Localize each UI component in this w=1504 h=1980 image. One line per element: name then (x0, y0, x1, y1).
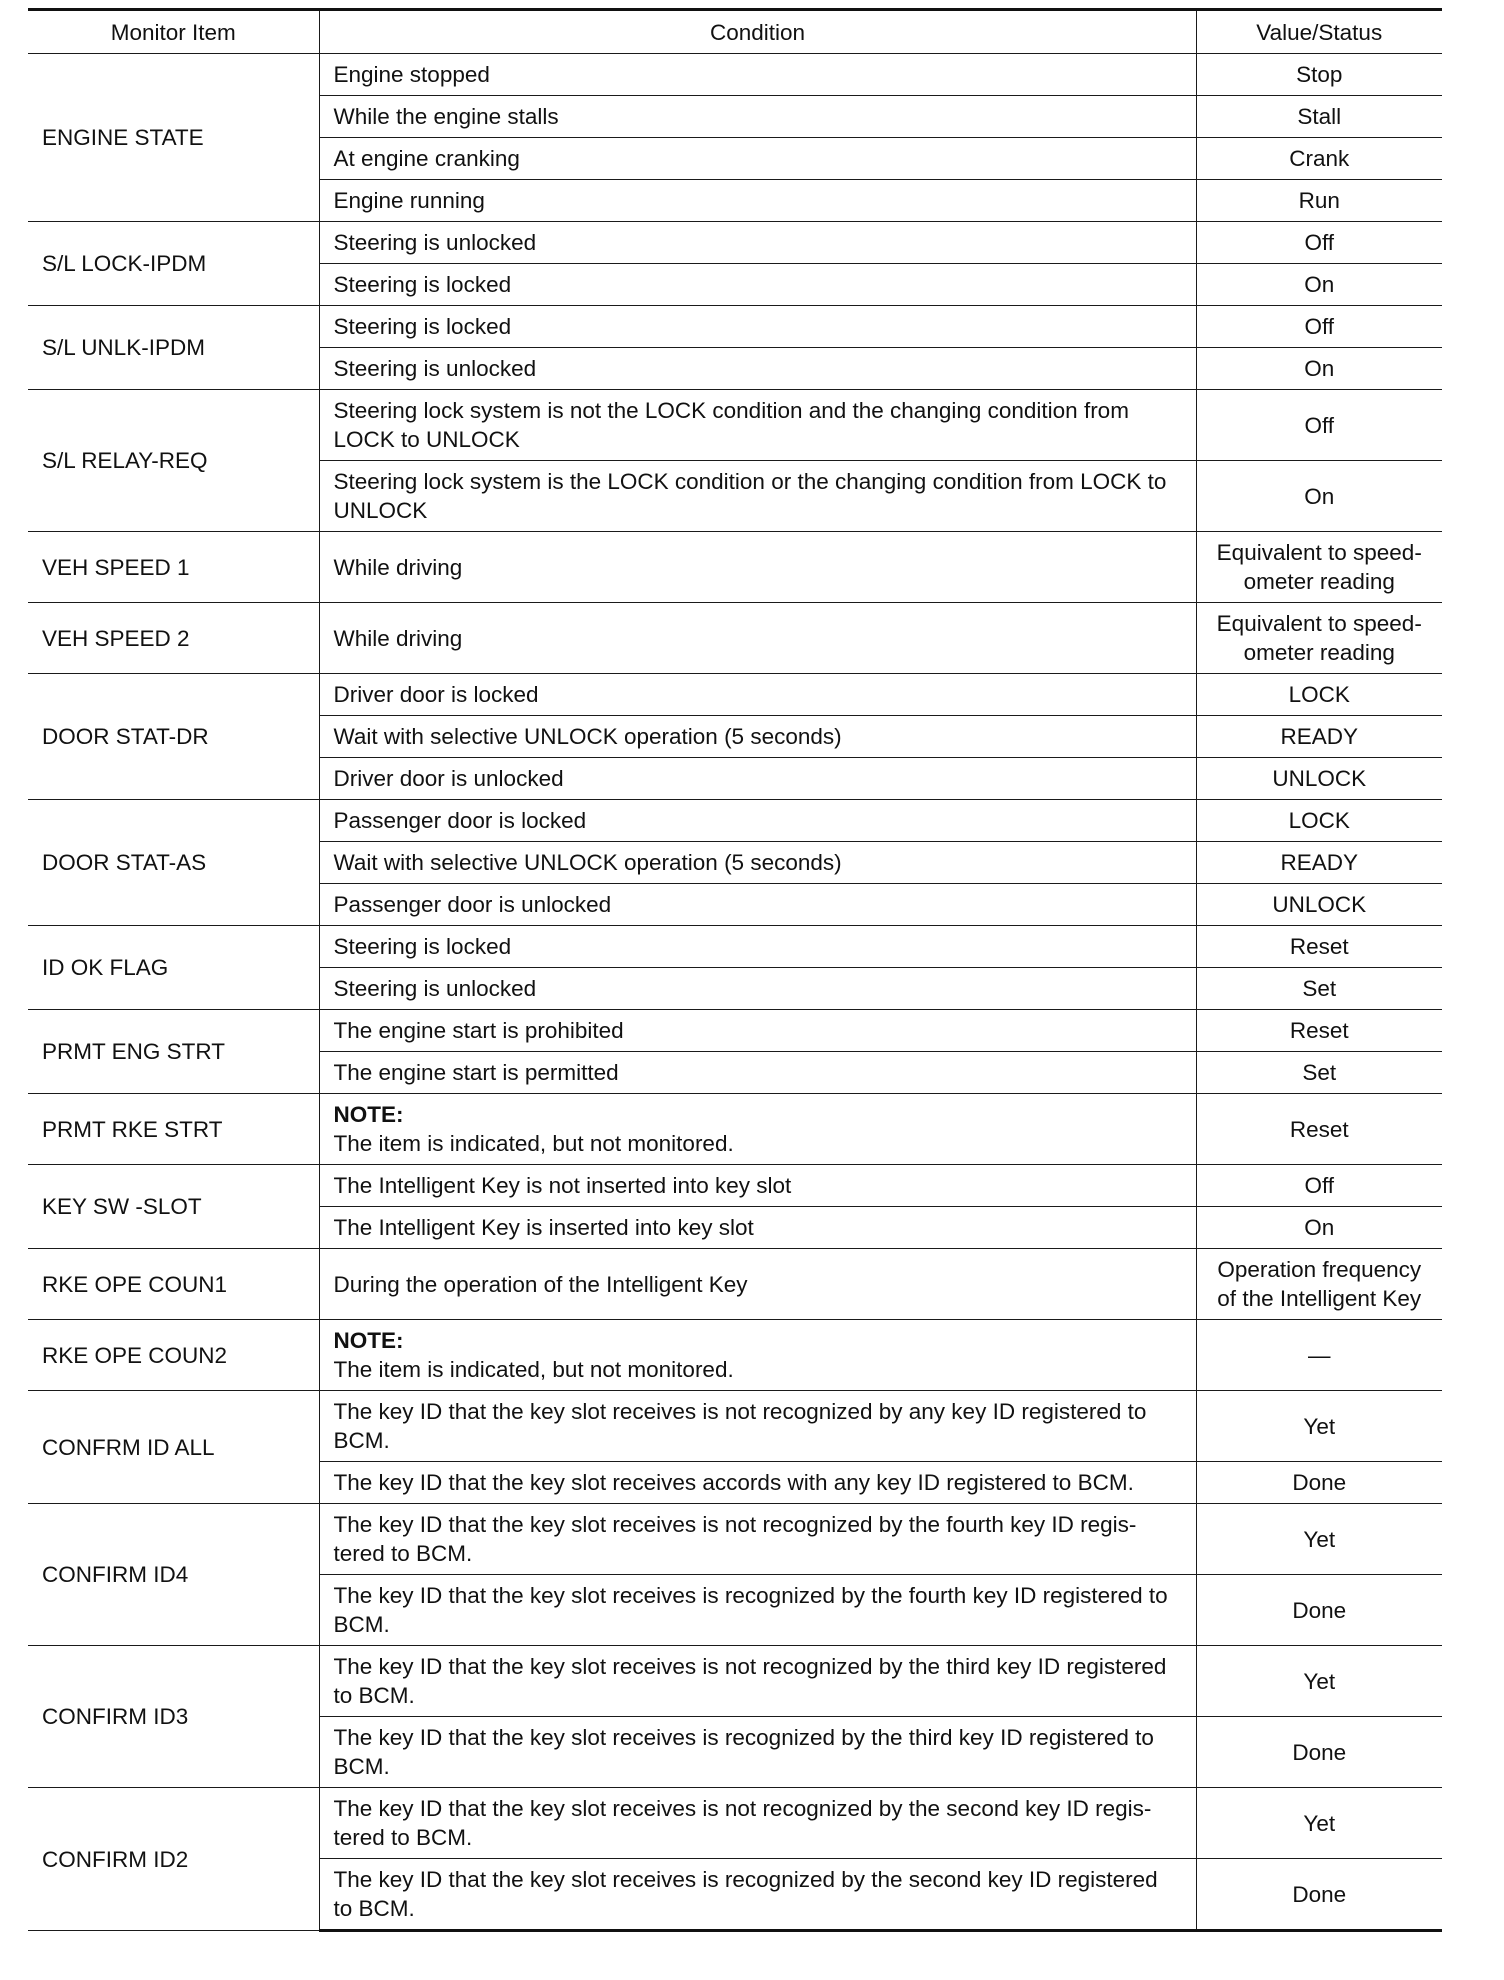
table-row (28, 1646, 1442, 1717)
value-status-cell: Equivalent to speed-ometer reading (1196, 603, 1442, 674)
table-row (28, 222, 1442, 264)
table-row (28, 926, 1442, 968)
condition-cell: The engine start is prohibited (319, 1010, 1196, 1052)
value-status-cell: Done (1196, 1717, 1442, 1788)
condition-cell (319, 1320, 1196, 1391)
condition-cell: Wait with selective UNLOCK operation (5 seconds) (319, 716, 1196, 758)
value-status-cell: READY (1196, 842, 1442, 884)
condition-cell: The key ID that the key slot receives is recognized by the fourth key ID registered to BCM. (319, 1575, 1196, 1646)
value-status-cell: On (1196, 1207, 1442, 1249)
value-status-cell: Done (1196, 1859, 1442, 1931)
document-page (28, 8, 1442, 1932)
value-status-cell: On (1196, 264, 1442, 306)
condition-cell: Steering lock system is the LOCK condition or the changing condition from LOCK to UNLOCK (319, 461, 1196, 532)
value-status-cell: READY (1196, 716, 1442, 758)
monitor-item-confirm-id2: CONFIRM ID2 (28, 1788, 319, 1931)
value-status-cell: UNLOCK (1196, 884, 1442, 926)
value-status-cell: Run (1196, 180, 1442, 222)
note-text: The item is indicated, but not monitored. (333, 1357, 734, 1382)
value-status-cell: LOCK (1196, 800, 1442, 842)
condition-cell (319, 1094, 1196, 1165)
monitor-item-engine-state: ENGINE STATE (28, 54, 319, 222)
condition-cell: Driver door is locked (319, 674, 1196, 716)
condition-cell: The key ID that the key slot receives accords with any key ID registered to BCM. (319, 1462, 1196, 1504)
note-text: The item is indicated, but not monitored. (333, 1131, 734, 1156)
value-status-cell: Yet (1196, 1391, 1442, 1462)
monitor-item-key-sw-slot: KEY SW -SLOT (28, 1165, 319, 1249)
value-status-cell: Stop (1196, 54, 1442, 96)
monitor-item-s-l-unlk-ipdm: S/L UNLK-IPDM (28, 306, 319, 390)
condition-cell: Steering is locked (319, 926, 1196, 968)
value-status-cell: Yet (1196, 1788, 1442, 1859)
condition-cell: Steering is unlocked (319, 222, 1196, 264)
condition-cell: Steering is unlocked (319, 348, 1196, 390)
value-status-cell: Crank (1196, 138, 1442, 180)
value-status-cell: On (1196, 348, 1442, 390)
value-status-cell: Reset (1196, 1094, 1442, 1165)
condition-cell: Steering is locked (319, 306, 1196, 348)
monitor-item-s-l-relay-req: S/L RELAY-REQ (28, 390, 319, 532)
condition-cell: During the operation of the Intelligent Key (319, 1249, 1196, 1320)
condition-cell: The Intelligent Key is not inserted into key slot (319, 1165, 1196, 1207)
table-body (28, 54, 1442, 1931)
value-status-cell: Set (1196, 968, 1442, 1010)
monitor-item-prmt-eng-strt: PRMT ENG STRT (28, 1010, 319, 1094)
header-value-status: Value/Status (1196, 10, 1442, 54)
table-row (28, 390, 1442, 461)
monitor-item-s-l-lock-ipdm: S/L LOCK-IPDM (28, 222, 319, 306)
condition-cell: Engine running (319, 180, 1196, 222)
table-row (28, 54, 1442, 96)
monitor-item-table (28, 8, 1442, 1932)
condition-cell: The key ID that the key slot receives is not recognized by the third key ID registered to BCM. (319, 1646, 1196, 1717)
condition-cell: The key ID that the key slot receives is recognized by the third key ID registered to BCM. (319, 1717, 1196, 1788)
table-header-row (28, 10, 1442, 54)
value-status-cell: Stall (1196, 96, 1442, 138)
value-status-cell: Done (1196, 1462, 1442, 1504)
table-row (28, 1788, 1442, 1859)
condition-cell: The engine start is permitted (319, 1052, 1196, 1094)
table-row (28, 1010, 1442, 1052)
condition-cell: Engine stopped (319, 54, 1196, 96)
condition-cell: Driver door is unlocked (319, 758, 1196, 800)
table-row (28, 1504, 1442, 1575)
monitor-item-veh-speed-1: VEH SPEED 1 (28, 532, 319, 603)
value-status-cell: Off (1196, 390, 1442, 461)
value-status-cell: Reset (1196, 926, 1442, 968)
monitor-item-rke-ope-coun1: RKE OPE COUN1 (28, 1249, 319, 1320)
note-label: NOTE: (333, 1328, 404, 1353)
condition-cell: Wait with selective UNLOCK operation (5 seconds) (319, 842, 1196, 884)
table-row (28, 532, 1442, 603)
condition-cell: Steering lock system is not the LOCK condition and the changing condition from LOCK to UNLOCK (319, 390, 1196, 461)
value-status-cell: Set (1196, 1052, 1442, 1094)
monitor-item-confirm-id3: CONFIRM ID3 (28, 1646, 319, 1788)
table-row (28, 1249, 1442, 1320)
condition-cell: The key ID that the key slot receives is not recognized by the fourth key ID regis-tered to BCM. (319, 1504, 1196, 1575)
monitor-item-prmt-rke-strt: PRMT RKE STRT (28, 1094, 319, 1165)
value-status-cell: Equivalent to speed-ometer reading (1196, 532, 1442, 603)
value-status-cell: Yet (1196, 1646, 1442, 1717)
monitor-item-confrm-id-all: CONFRM ID ALL (28, 1391, 319, 1504)
table-row (28, 603, 1442, 674)
monitor-item-id-ok-flag: ID OK FLAG (28, 926, 319, 1010)
value-status-cell: — (1196, 1320, 1442, 1391)
condition-cell: While driving (319, 532, 1196, 603)
condition-cell: Passenger door is unlocked (319, 884, 1196, 926)
value-status-cell: On (1196, 461, 1442, 532)
condition-cell: While the engine stalls (319, 96, 1196, 138)
header-monitor-item: Monitor Item (28, 10, 319, 54)
value-status-cell: Reset (1196, 1010, 1442, 1052)
value-status-cell: Off (1196, 1165, 1442, 1207)
value-status-cell: Operation frequency of the Intelligent Key (1196, 1249, 1442, 1320)
table-row (28, 1320, 1442, 1391)
condition-cell: While driving (319, 603, 1196, 674)
condition-cell: The Intelligent Key is inserted into key slot (319, 1207, 1196, 1249)
monitor-item-door-stat-dr: DOOR STAT-DR (28, 674, 319, 800)
table-row (28, 1094, 1442, 1165)
table-row (28, 1391, 1442, 1462)
note-label: NOTE: (333, 1102, 404, 1127)
condition-cell: Steering is unlocked (319, 968, 1196, 1010)
condition-cell: At engine cranking (319, 138, 1196, 180)
value-status-cell: Off (1196, 222, 1442, 264)
condition-cell: The key ID that the key slot receives is not recognized by any key ID registered to BCM. (319, 1391, 1196, 1462)
monitor-item-veh-speed-2: VEH SPEED 2 (28, 603, 319, 674)
value-status-cell: Off (1196, 306, 1442, 348)
value-status-cell: Done (1196, 1575, 1442, 1646)
value-status-cell: UNLOCK (1196, 758, 1442, 800)
table-row (28, 1165, 1442, 1207)
condition-cell: The key ID that the key slot receives is recognized by the second key ID registered to BCM. (319, 1859, 1196, 1931)
monitor-item-door-stat-as: DOOR STAT-AS (28, 800, 319, 926)
table-row (28, 800, 1442, 842)
monitor-item-rke-ope-coun2: RKE OPE COUN2 (28, 1320, 319, 1391)
condition-cell: The key ID that the key slot receives is not recognized by the second key ID regis-tered to BCM. (319, 1788, 1196, 1859)
value-status-cell: LOCK (1196, 674, 1442, 716)
header-condition: Condition (319, 10, 1196, 54)
table-row (28, 674, 1442, 716)
table-row (28, 306, 1442, 348)
condition-cell: Steering is locked (319, 264, 1196, 306)
value-status-cell: Yet (1196, 1504, 1442, 1575)
monitor-item-confirm-id4: CONFIRM ID4 (28, 1504, 319, 1646)
condition-cell: Passenger door is locked (319, 800, 1196, 842)
